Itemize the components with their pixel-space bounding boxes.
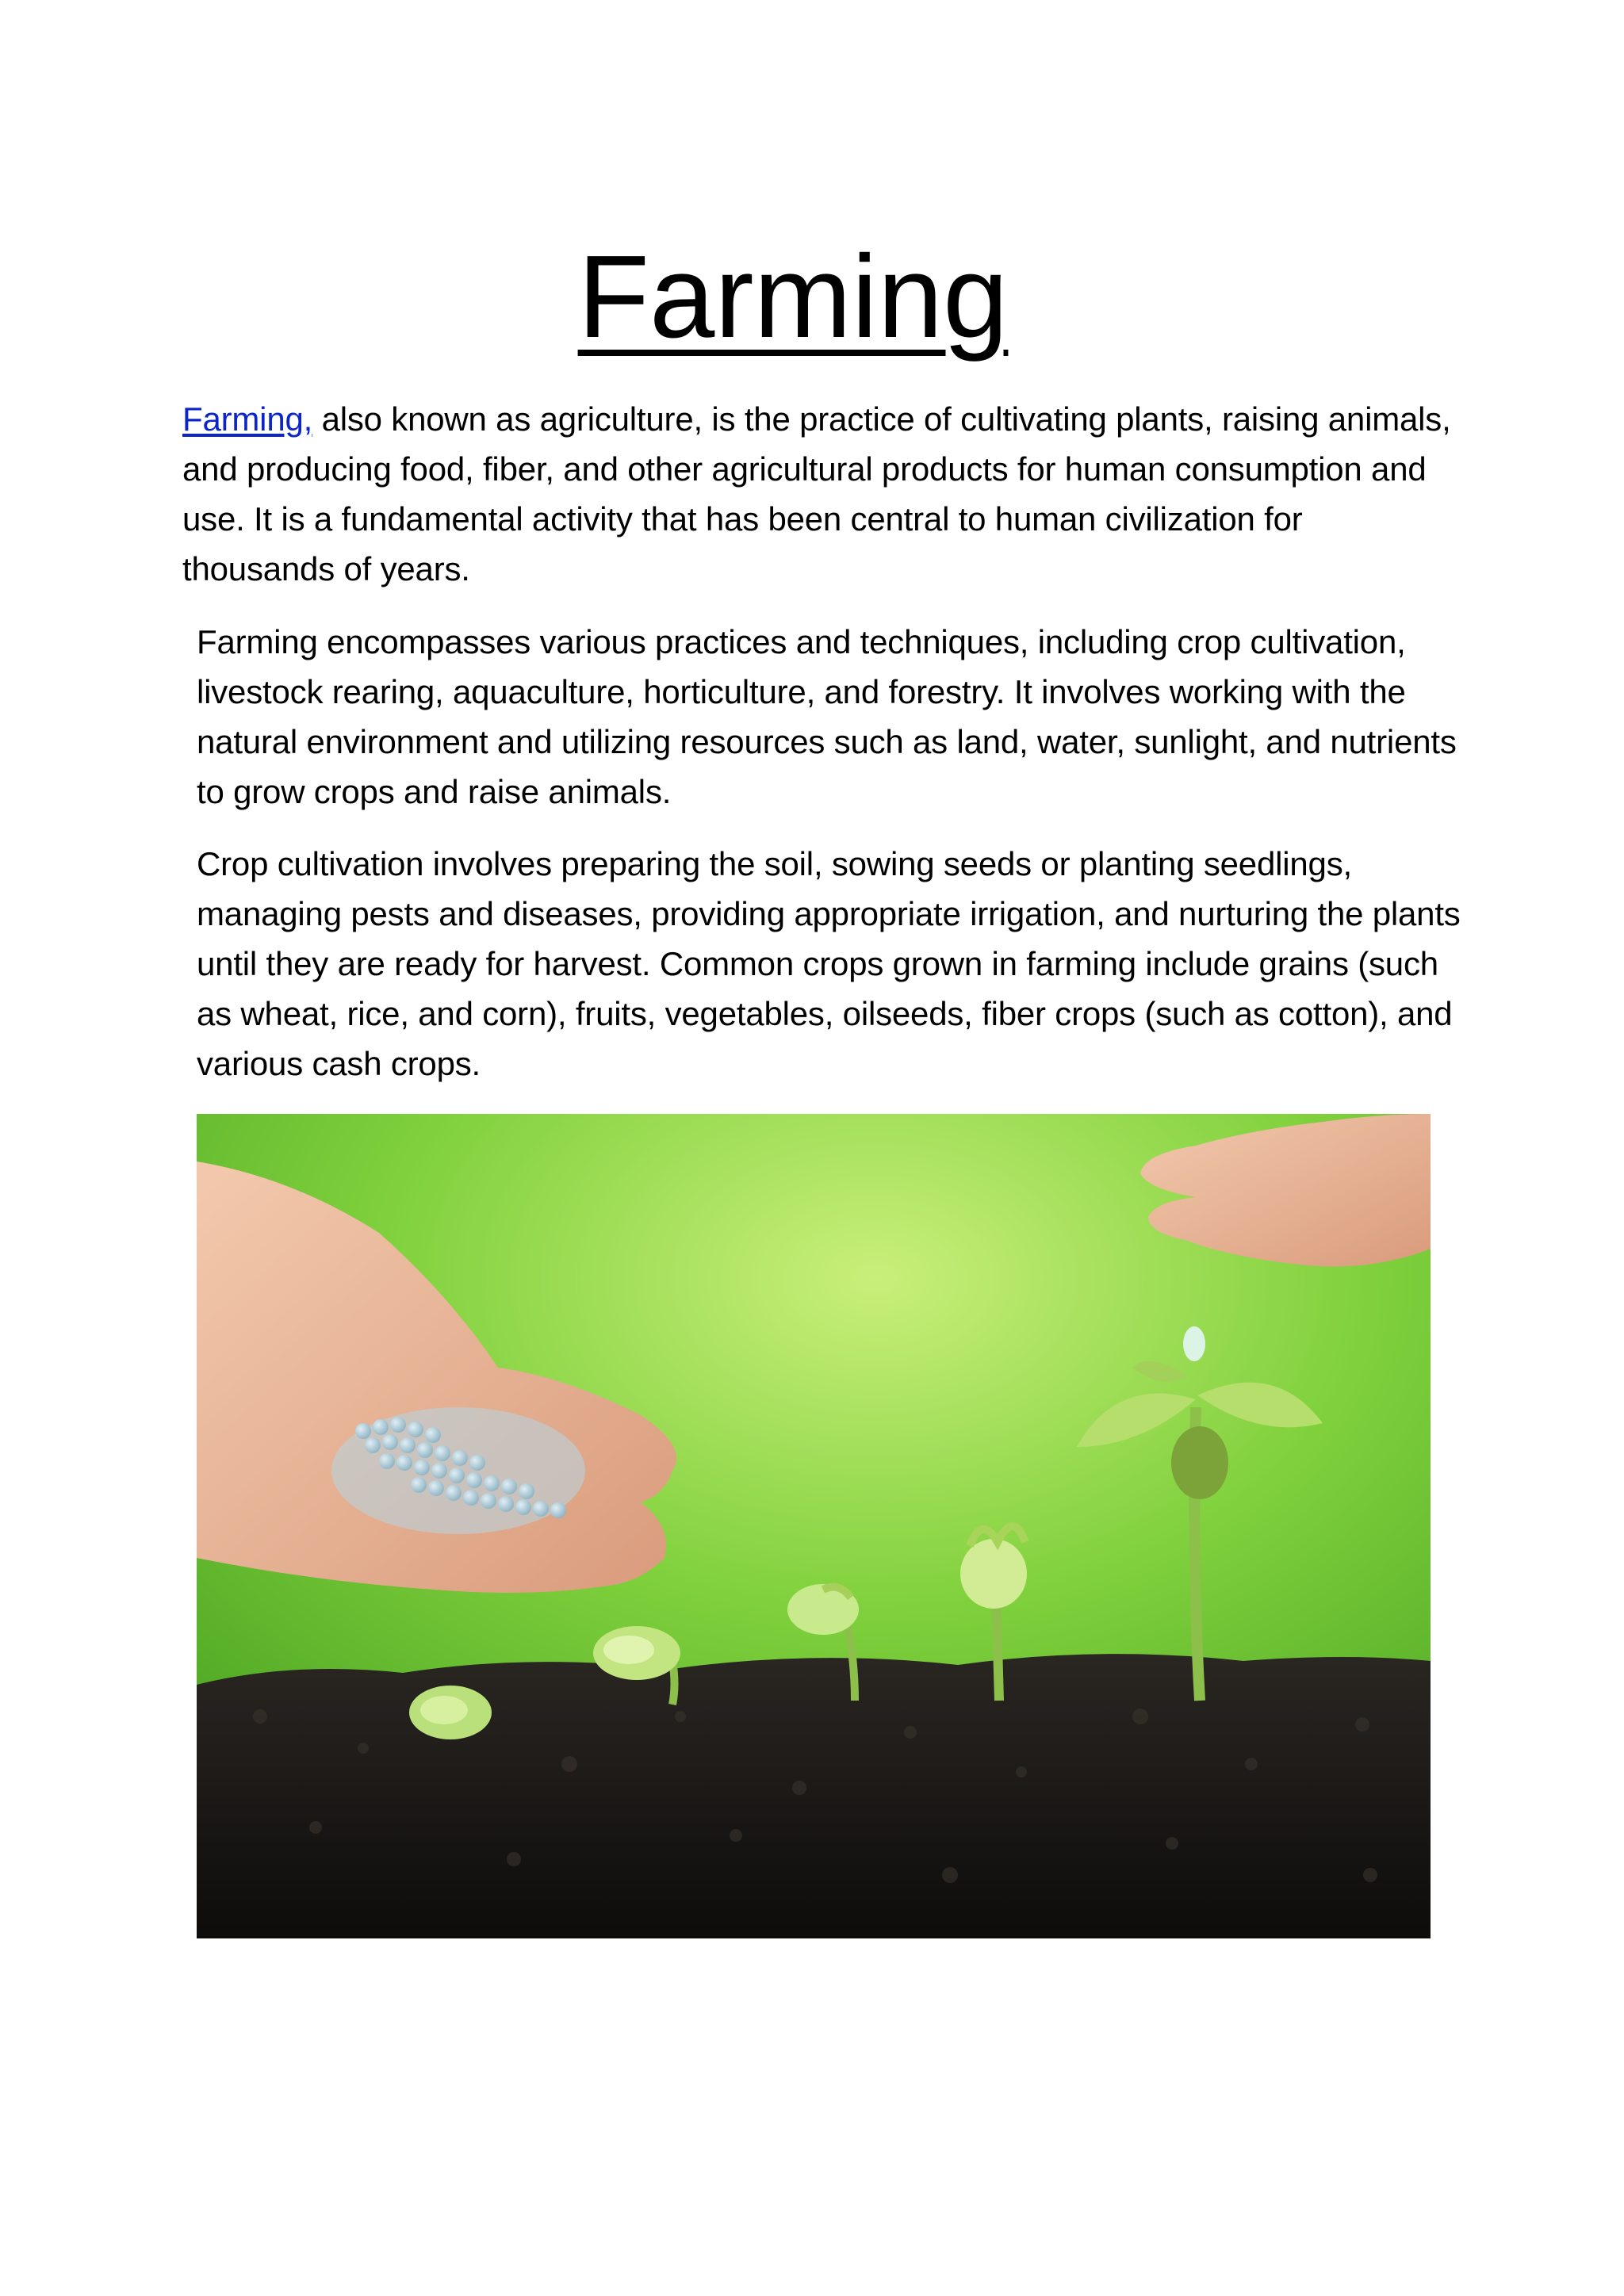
crop-cultivation-paragraph: Crop cultivation involves preparing the soil, sowing seeds or planting seedlings, managing pests and diseases, providing appropriate irrigation, and nurturing the plants until they are ready for harvest. Common crops grown in farming include grains (such as wheat, rice, and corn), fruits, vegetables, oilseeds, fiber crops (such as cotton), and various cash crops. — [197, 845, 1461, 1082]
page-title-text: Farming — [577, 232, 1009, 362]
intro-paragraph-text: also known as agriculture, is the practice of cultivating plants, raising animals, and producing food, fiber, and other agricultural products for human consumption and use. It is a fundamental activity that has been central to human civilization for thousands of years. — [182, 400, 1451, 587]
farming-link[interactable]: Farming, — [182, 400, 313, 438]
water-droplet — [1183, 1326, 1205, 1361]
seedling-growth-photo — [197, 1114, 1431, 1938]
soil — [197, 1654, 1431, 1938]
seedling-stage-1 — [409, 1686, 492, 1739]
seedling-growth-illustration — [197, 1114, 1431, 1938]
fertilizer-pellets — [331, 1407, 585, 1534]
page-title — [0, 226, 1586, 369]
practices-paragraph: Farming encompasses various practices and techniques, including crop cultivation, livestock rearing, aquaculture, horticulture, and forestry. It involves working with the natural environment and utilizing resources such as land, water, sunlight, and nutrients to grow crops and raise animals. — [197, 623, 1457, 810]
intro-paragraph — [182, 394, 1451, 594]
